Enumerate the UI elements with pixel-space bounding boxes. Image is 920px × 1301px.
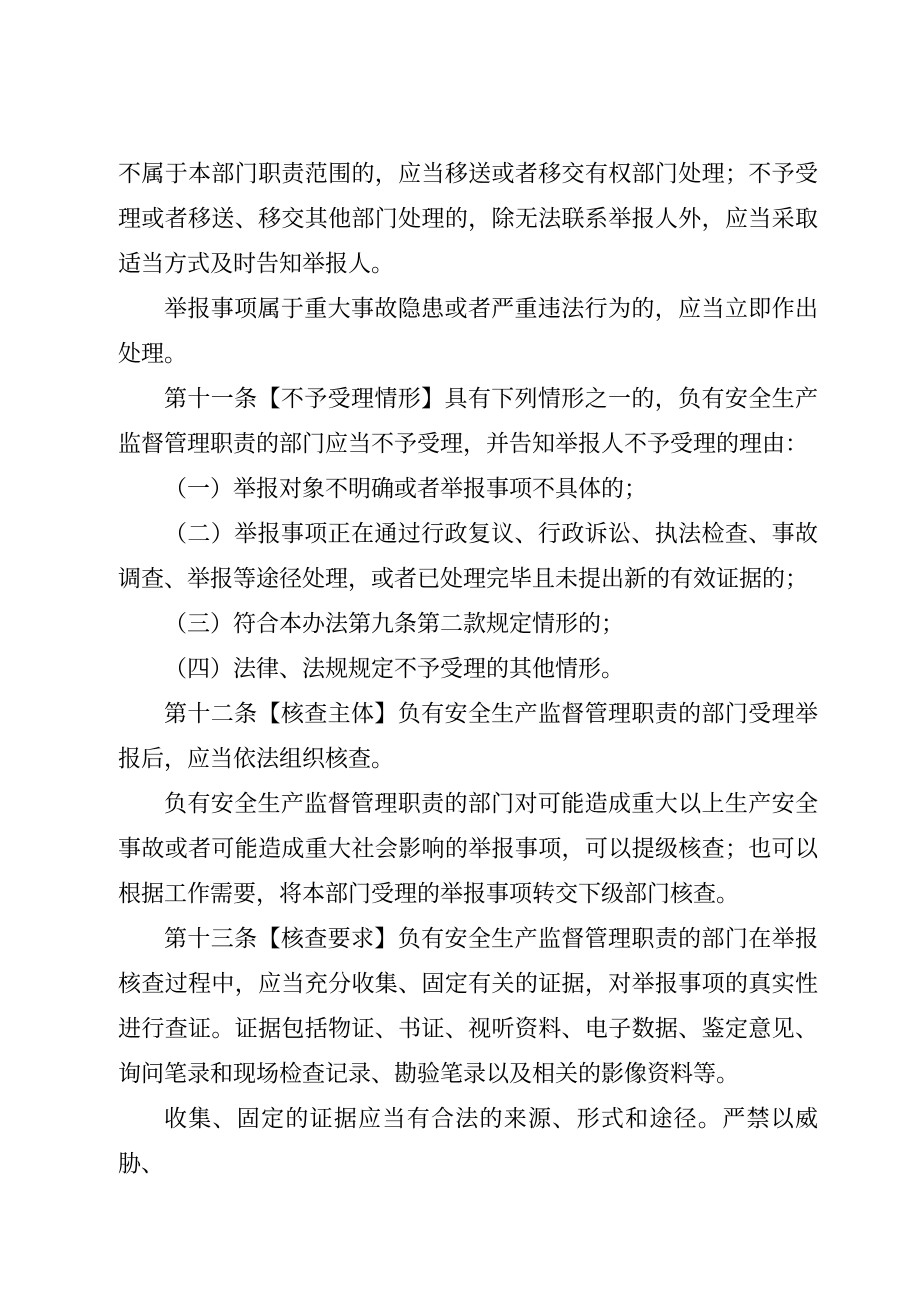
paragraph-major-hazard: 举报事项属于重大事故隐患或者严重违法行为的，应当立即作出处理。 — [118, 296, 818, 367]
article-12-paragraph-2: 负有安全生产监督管理职责的部门对可能造成重大以上生产安全事故或者可能造成重大社会影响的举报事项，可以提级核查；也可以根据工作需要，将本部门受理的举报事项转交下级部门核查。 — [118, 791, 818, 907]
document-body — [118, 152, 818, 1187]
article-13-paragraph-2: 收集、固定的证据应当有合法的来源、形式和途径。严禁以威胁、 — [118, 1106, 818, 1177]
article-11-heading: 第十一条【不予受理情形】具有下列情形之一的，负有安全生产监督管理职责的部门应当不予受理，并告知举报人不予受理的理由： — [118, 386, 818, 457]
article-11-item-4: （四）法律、法规规定不予受理的其他情形。 — [164, 656, 624, 682]
article-12: 第十二条【核查主体】负有安全生产监督管理职责的部门受理举报后，应当依法组织核查。 — [118, 701, 818, 772]
paragraph-continuation: 不属于本部门职责范围的，应当移送或者移交有权部门处理；不予受理或者移送、移交其他部门处理的，除无法联系举报人外，应当采取适当方式及时告知举报人。 — [118, 161, 818, 277]
article-11-item-3: （三）符合本办法第九条第二款规定情形的； — [164, 611, 624, 637]
article-11-item-1: （一）举报对象不明确或者举报事项不具体的； — [164, 476, 647, 502]
article-13: 第十三条【核查要求】负有安全生产监督管理职责的部门在举报核查过程中，应当充分收集、固定有关的证据，对举报事项的真实性进行查证。证据包括物证、书证、视听资料、电子数据、鉴定意见、询问笔录和现场检查记录、勘验笔录以及相关的影像资料等。 — [118, 926, 818, 1087]
article-11-item-2: （二）举报事项正在通过行政复议、行政诉讼、执法检查、事故调查、举报等途径处理，或者已处理完毕且未提出新的有效证据的； — [118, 521, 818, 592]
